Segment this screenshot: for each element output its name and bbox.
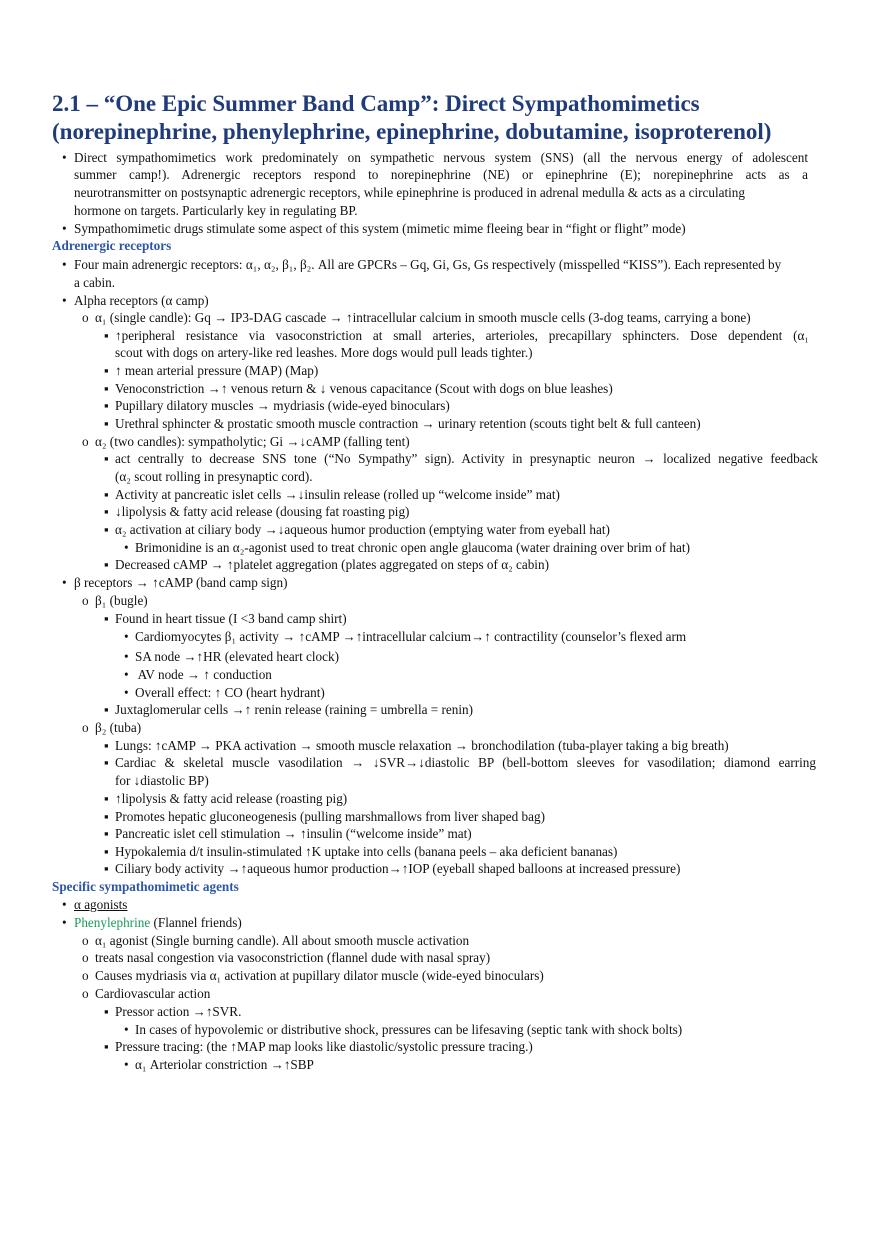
text-line: Pupillary dilatory muscles → mydriasis (wide-eyed binoculars) bbox=[115, 398, 450, 413]
square-marker: ▪ bbox=[104, 451, 109, 466]
text-line: Cardiovascular action bbox=[95, 986, 211, 1001]
text-line: α₂ activation at ciliary body →↓aqueous humor production (emptying water from eyeball hat) bbox=[115, 522, 610, 537]
text-line: ↑peripheral resistance via vasoconstriction at small arteries, arterioles, precapillary sphincters. Dose dependent (α₁ bbox=[115, 328, 809, 343]
text-line: ↑ mean arterial pressure (MAP) (Map) bbox=[115, 363, 319, 378]
intro-line: Direct sympathomimetics work predominately on sympathetic nervous system (SNS) (all the nervous energy of adolescent bbox=[74, 150, 808, 165]
text-line: Venoconstriction →↑ venous return & ↓ venous capacitance (Scout with dogs on blue leashes) bbox=[115, 381, 613, 396]
text-line: Hypokalemia d/t insulin-stimulated ↑K uptake into cells (banana peels – aka deficient bananas) bbox=[115, 844, 618, 859]
bullet-marker: • bbox=[124, 649, 129, 664]
text-line: Activity at pancreatic islet cells →↓insulin release (rolled up “welcome inside” mat) bbox=[115, 487, 560, 502]
square-marker: ▪ bbox=[104, 702, 109, 717]
text-line: (α₂ scout rolling in presynaptic cord). bbox=[115, 469, 313, 484]
text-line: Juxtaglomerular cells →↑ renin release (raining = umbrella = renin) bbox=[115, 702, 473, 717]
text-line: β₁ (bugle) bbox=[95, 593, 148, 608]
text-line: scout with dogs on artery-like red leashes. More dogs would pull leads tighter.) bbox=[115, 345, 533, 360]
drug-name-phenylephrine: Phenylephrine bbox=[74, 915, 151, 930]
bullet-marker: • bbox=[124, 629, 129, 644]
circle-marker: o bbox=[82, 968, 89, 983]
square-marker: ▪ bbox=[104, 504, 109, 519]
square-marker: ▪ bbox=[104, 861, 109, 876]
square-marker: ▪ bbox=[104, 381, 109, 396]
alpha-agonists-heading: α agonists bbox=[74, 897, 128, 912]
square-marker: ▪ bbox=[104, 328, 109, 343]
intro-line: hormone on targets. Particularly key in regulating BP. bbox=[74, 203, 358, 218]
text-line: Brimonidine is an α₂-agonist used to treat chronic open angle glaucoma (water draining over brim of hat) bbox=[135, 540, 690, 555]
drug-mnemonic: (Flannel friends) bbox=[150, 915, 242, 930]
intro-line: neurotransmitter on postsynaptic adrenergic receptors, while epinephrine is produced in adrenal medulla & acts as a circulating bbox=[74, 185, 745, 200]
bullet-marker: • bbox=[124, 1057, 129, 1072]
circle-marker: o bbox=[82, 593, 89, 608]
circle-marker: o bbox=[82, 310, 89, 325]
text-line: Overall effect: ↑ CO (heart hydrant) bbox=[135, 685, 325, 700]
bullet-marker: • bbox=[62, 897, 67, 912]
bullet-marker: • bbox=[62, 257, 67, 272]
text-line: ↑lipolysis & fatty acid release (roasting pig) bbox=[115, 791, 348, 806]
text-line: treats nasal congestion via vasoconstriction (flannel dude with nasal spray) bbox=[95, 950, 491, 965]
text-line: In cases of hypovolemic or distributive shock, pressures can be lifesaving (septic tank with shock bolts) bbox=[135, 1022, 683, 1037]
square-marker: ▪ bbox=[104, 487, 109, 502]
text-line: Found in heart tissue (I <3 band camp shirt) bbox=[115, 611, 347, 626]
circle-marker: o bbox=[82, 950, 89, 965]
square-marker: ▪ bbox=[104, 398, 109, 413]
drug-heading bbox=[74, 914, 242, 931]
square-marker: ▪ bbox=[104, 844, 109, 859]
bullet-marker: • bbox=[124, 540, 129, 555]
square-marker: ▪ bbox=[104, 809, 109, 824]
text-line: a cabin. bbox=[74, 275, 116, 290]
bullet-marker: • bbox=[62, 150, 67, 165]
intro-line: summer camp!). Adrenergic receptors respond to norepinephrine (NE) or epinephrine (E); norepinephrine acts as a bbox=[74, 167, 808, 182]
text-line: β₂ (tuba) bbox=[95, 720, 142, 735]
text-line: for ↓diastolic BP) bbox=[115, 773, 209, 788]
text-line: Promotes hepatic gluconeogenesis (pulling marshmallows from liver shaped bag) bbox=[115, 809, 545, 824]
bullet-marker: • bbox=[124, 685, 129, 700]
text-line: Cardiac & skeletal muscle vasodilation → ↓SVR→↓diastolic BP (bell-bottom sleeves for vasodilation; diamond earring bbox=[115, 755, 816, 770]
text-line: Alpha receptors (α camp) bbox=[74, 293, 209, 308]
square-marker: ▪ bbox=[104, 1039, 109, 1054]
text-line: SA node →↑HR (elevated heart clock) bbox=[135, 649, 339, 664]
text-line: act centrally to decrease SNS tone (“No Sympathy” sign). Activity in presynaptic neuron → localized negative feedback bbox=[115, 451, 818, 466]
square-marker: ▪ bbox=[104, 755, 109, 770]
bullet-marker: • bbox=[124, 1022, 129, 1037]
square-marker: ▪ bbox=[104, 363, 109, 378]
text-line: Pancreatic islet cell stimulation → ↑insulin (“welcome inside” mat) bbox=[115, 826, 472, 841]
circle-marker: o bbox=[82, 434, 89, 449]
section-heading-specific: Specific sympathomimetic agents bbox=[52, 879, 239, 894]
square-marker: ▪ bbox=[104, 522, 109, 537]
text-line: β receptors → ↑cAMP (band camp sign) bbox=[74, 575, 288, 590]
text-line: Cardiomyocytes β₁ activity → ↑cAMP →↑intracellular calcium→↑ contractility (counselor’s flexed arm bbox=[135, 629, 687, 644]
text-line: α₁ Arteriolar constriction →↑SBP bbox=[135, 1057, 314, 1072]
text-line: Pressor action →↑SVR. bbox=[115, 1004, 242, 1019]
section-heading-adrenergic: Adrenergic receptors bbox=[52, 238, 172, 253]
bullet-marker: • bbox=[62, 575, 67, 590]
text-line: Decreased cAMP → ↑platelet aggregation (plates aggregated on steps of α₂ cabin) bbox=[115, 557, 549, 572]
square-marker: ▪ bbox=[104, 416, 109, 431]
square-marker: ▪ bbox=[104, 611, 109, 626]
square-marker: ▪ bbox=[104, 826, 109, 841]
text-line: Pressure tracing: (the ↑MAP map looks like diastolic/systolic pressure tracing.) bbox=[115, 1039, 533, 1054]
text-line: α₁ (single candle): Gq → IP3-DAG cascade → ↑intracellular calcium in smooth muscle cells (3-dog teams, carrying a bone) bbox=[95, 310, 751, 325]
bullet-marker: • bbox=[62, 293, 67, 308]
text-line: Lungs: ↑cAMP → PKA activation → smooth muscle relaxation → bronchodilation (tuba-player taking a big breath) bbox=[115, 738, 729, 753]
bullet-marker: • bbox=[124, 667, 129, 682]
text-line: Ciliary body activity →↑aqueous humor production→↑IOP (eyeball shaped balloons at increased pressure) bbox=[115, 861, 681, 876]
intro-line: Sympathomimetic drugs stimulate some aspect of this system (mimetic mime fleeing bear in “fight or flight” mode) bbox=[74, 221, 686, 236]
square-marker: ▪ bbox=[104, 738, 109, 753]
bullet-marker: • bbox=[62, 221, 67, 236]
circle-marker: o bbox=[82, 720, 89, 735]
text-line: Causes mydriasis via α₁ activation at pupillary dilator muscle (wide-eyed binoculars) bbox=[95, 968, 544, 983]
bullet-marker: • bbox=[62, 915, 67, 930]
text-line: AV node → ↑ conduction bbox=[135, 667, 272, 682]
square-marker: ▪ bbox=[104, 1004, 109, 1019]
square-marker: ▪ bbox=[104, 557, 109, 572]
text-line: ↓lipolysis & fatty acid release (dousing fat roasting pig) bbox=[115, 504, 410, 519]
square-marker: ▪ bbox=[104, 791, 109, 806]
text-line: α₂ (two candles): sympatholytic; Gi →↓cAMP (falling tent) bbox=[95, 434, 410, 449]
circle-marker: o bbox=[82, 933, 89, 948]
text-line: α₁ agonist (Single burning candle). All about smooth muscle activation bbox=[95, 933, 470, 948]
text-line: Four main adrenergic receptors: α₁, α₂, β₁, β₂. All are GPCRs – Gq, Gi, Gs, Gs respectively (misspelled “KISS”). Each represented by bbox=[74, 257, 782, 272]
circle-marker: o bbox=[82, 986, 89, 1001]
page-title: 2.1 – “One Epic Summer Band Camp”: Direct Sympathomimetics (norepinephrine, phenylephrine, epinephrine, dobutamine, isoproterenol) bbox=[52, 91, 772, 144]
text-line: Urethral sphincter & prostatic smooth muscle contraction → urinary retention (scouts tight belt & full canteen) bbox=[115, 416, 701, 431]
